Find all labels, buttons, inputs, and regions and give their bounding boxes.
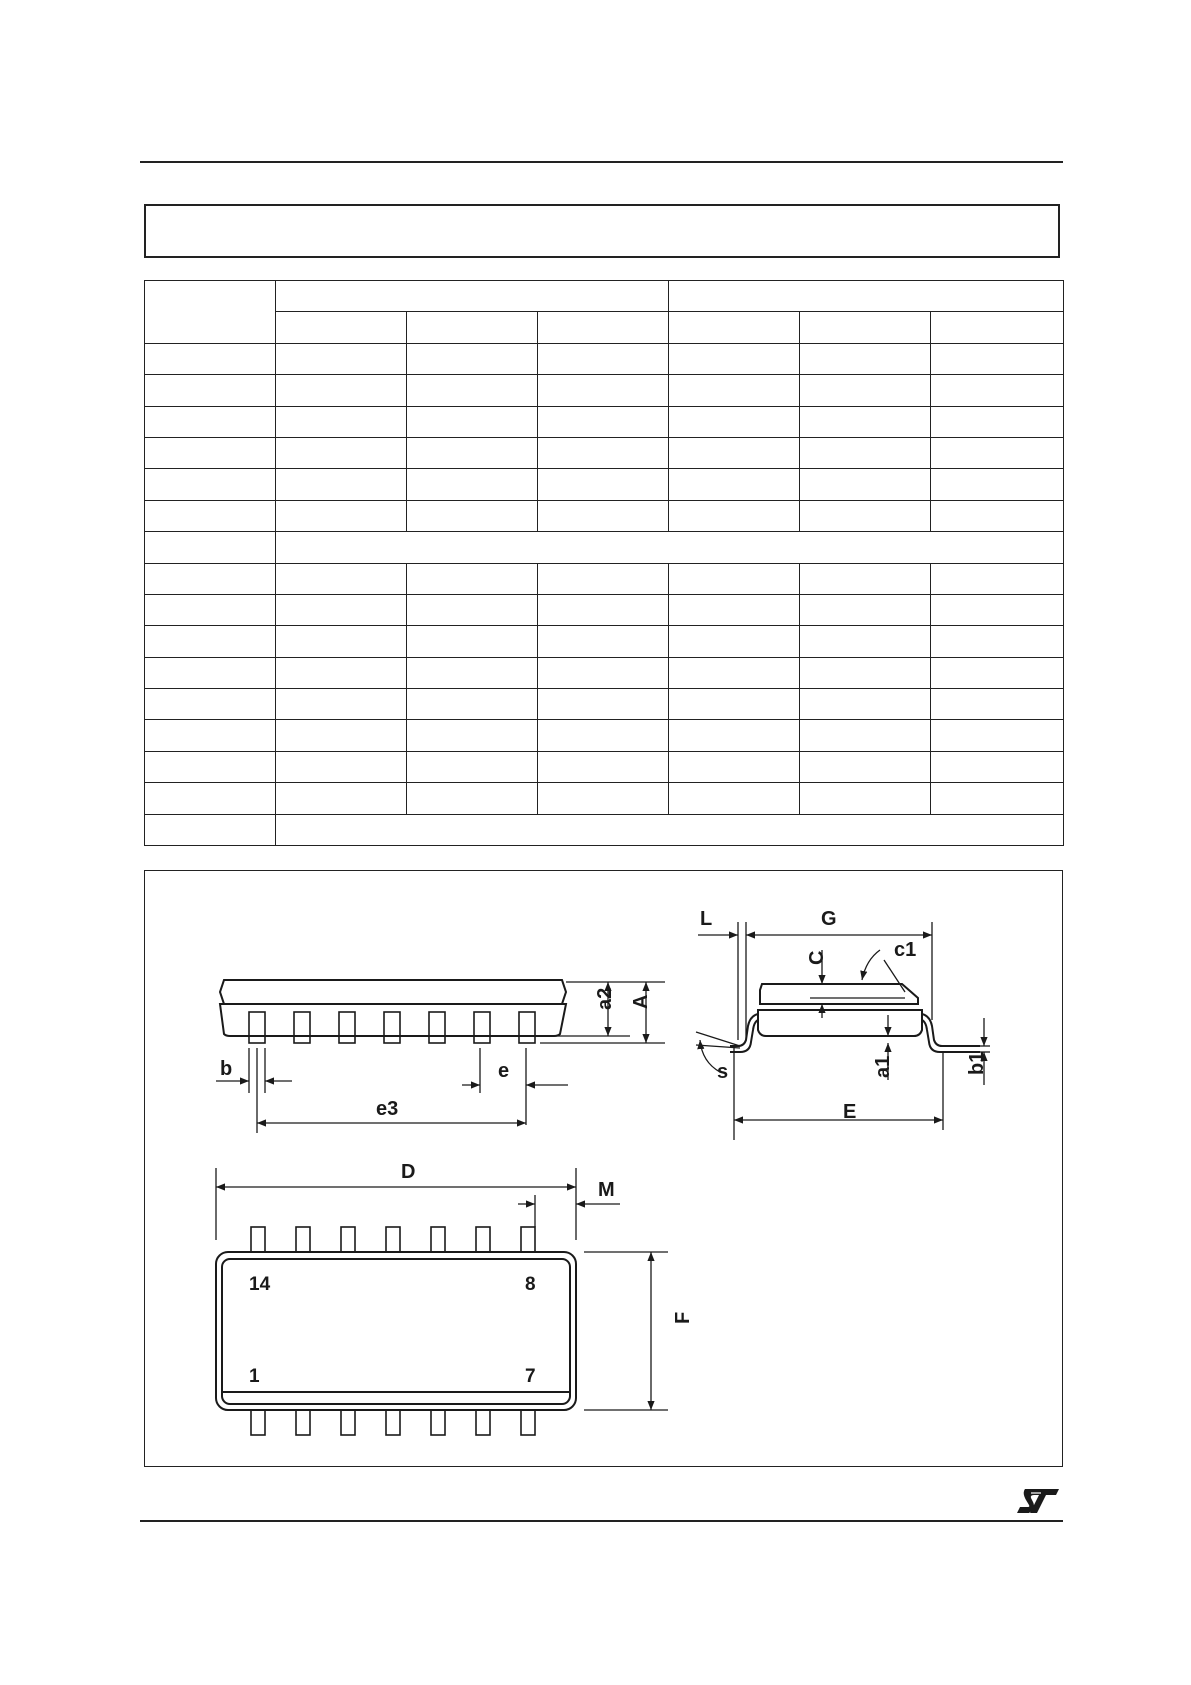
pin-label-1: 1	[249, 1366, 260, 1387]
pin-label-7: 7	[525, 1366, 536, 1387]
label-e: e	[498, 1060, 510, 1082]
label-b1: b1	[966, 1051, 988, 1075]
label-E: E	[843, 1101, 857, 1123]
pin-label-8: 8	[525, 1274, 536, 1295]
label-C: C	[806, 950, 828, 965]
label-s: s	[717, 1061, 729, 1083]
label-D: D	[401, 1161, 416, 1183]
label-M: M	[598, 1179, 615, 1201]
label-a2: a2	[594, 987, 616, 1010]
label-L: L	[700, 908, 713, 930]
pin-label-14: 14	[249, 1274, 271, 1295]
label-e3: e3	[376, 1098, 399, 1120]
label-G: G	[821, 908, 837, 930]
label-a1: a1	[872, 1055, 894, 1078]
side-view-body	[220, 980, 566, 1036]
end-view-body	[730, 984, 980, 1052]
side-view-leads	[249, 1012, 535, 1043]
label-b: b	[220, 1058, 233, 1080]
label-F: F	[672, 1311, 694, 1324]
label-c1: c1	[894, 939, 917, 961]
footer-rule	[140, 1520, 1063, 1522]
label-A: A	[630, 994, 652, 1009]
st-logo	[1015, 1486, 1061, 1516]
